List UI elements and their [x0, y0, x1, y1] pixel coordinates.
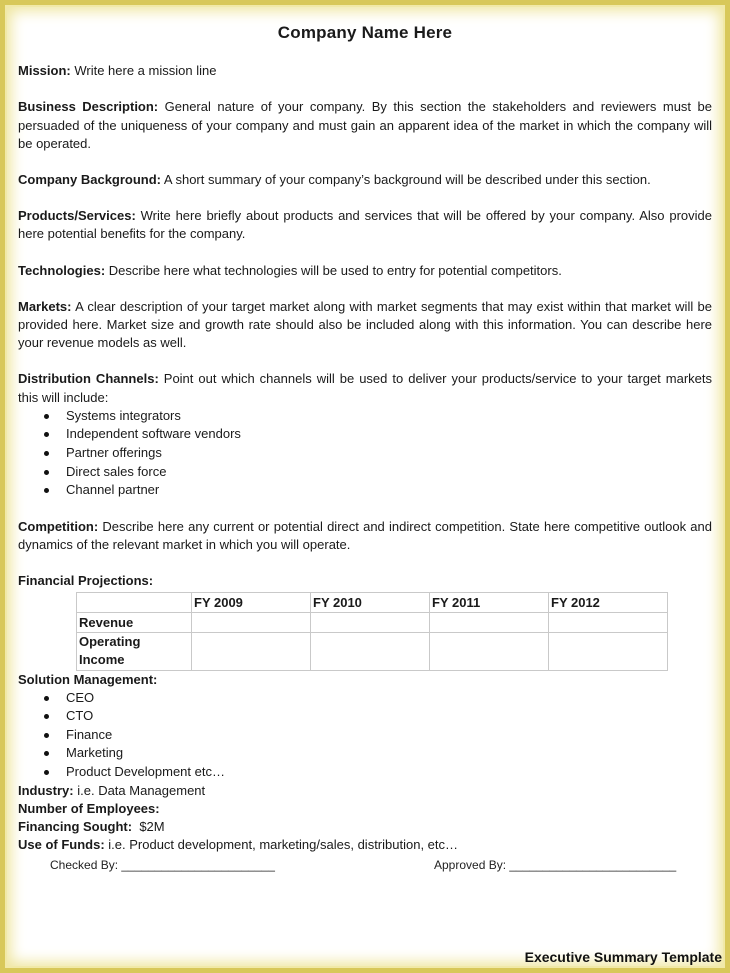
table-header-cell: FY 2012 [549, 593, 668, 613]
company-background-section [18, 171, 712, 189]
list-item: Direct sales force [18, 463, 712, 482]
list-item: Marketing [18, 744, 712, 763]
solution-management-label: Solution Management: [18, 671, 158, 687]
competition-section [18, 518, 712, 554]
table-cell [192, 613, 311, 633]
products-services-text: Write here briefly about products and services that will be offered by your company. Also provide here potential benefits for the company. [18, 208, 712, 242]
table-cell [549, 633, 668, 670]
distribution-list [18, 407, 712, 500]
table-cell [430, 613, 549, 633]
industry-text: i.e. Data Management [73, 782, 206, 798]
mission-text: Write here a mission line [70, 63, 217, 79]
technologies-section [18, 262, 712, 280]
use-of-funds-label: Use of Funds: [18, 836, 105, 852]
table-row [77, 633, 668, 670]
table-row [77, 613, 668, 633]
list-item: Independent software vendors [18, 425, 712, 444]
table-header-cell: FY 2009 [192, 593, 311, 613]
employees-label: Number of Employees: [18, 800, 160, 816]
table-header-row [77, 593, 668, 613]
distribution-text: Point out which channels will be used to deliver your products/service to your target markets this will include: [18, 371, 713, 405]
use-of-funds-text: i.e. Product development, marketing/sales, distribution, etc… [104, 836, 459, 852]
list-item: Finance [18, 726, 712, 745]
company-title: Company Name Here [277, 23, 453, 42]
company-background-label: Company Background: [18, 172, 162, 188]
row-label: Operating Income [77, 633, 192, 670]
company-background-text: A short summary of your company’s background will be described under this section. [161, 172, 651, 188]
table-cell [311, 633, 430, 670]
industry-line [18, 782, 712, 800]
table-cell [77, 593, 192, 613]
financial-label: Financial Projections: [18, 573, 154, 589]
competition-text: Describe here any current or potential direct and indirect competition. State here competitive outlook and dynamics of the relevant market in which you will operate. [18, 518, 712, 553]
markets-label: Markets: [18, 298, 72, 314]
table-cell [311, 613, 430, 633]
list-item: CTO [18, 707, 712, 726]
products-services-label: Products/Services: [18, 208, 136, 224]
employees-line [18, 800, 712, 818]
products-services-section [18, 207, 712, 243]
table-header-cell: FY 2010 [311, 593, 430, 613]
solution-management-list [18, 689, 712, 782]
list-item: Product Development etc… [18, 763, 712, 782]
markets-section [18, 298, 712, 353]
use-of-funds-line [18, 836, 712, 854]
mission-section [18, 62, 712, 80]
distribution-label: Distribution Channels: [18, 371, 159, 387]
list-item: CEO [18, 689, 712, 708]
mission-label: Mission: [18, 63, 71, 79]
financing-label: Financing Sought: [18, 818, 133, 834]
document-body [18, 22, 712, 854]
list-item: Systems integrators [18, 407, 712, 426]
solution-management-section [18, 671, 712, 689]
financial-section [18, 572, 712, 590]
list-item: Channel partner [18, 481, 712, 500]
business-description-text: General nature of your company. By this section the stakeholders and reviewers must be persuaded of the uniqueness of your company and must gain an apparent idea of the market in which the company will be operated. [18, 99, 712, 151]
financial-table [76, 592, 668, 670]
table-cell [192, 633, 311, 670]
table-header-cell: FY 2011 [430, 593, 549, 613]
technologies-label: Technologies: [18, 262, 106, 278]
financing-text: $2M [132, 818, 165, 834]
competition-label: Competition: [18, 518, 99, 534]
business-description-label: Business Description: [18, 99, 159, 115]
financing-line [18, 818, 712, 836]
technologies-text: Describe here what technologies will be used to entry for potential competitors. [105, 262, 562, 278]
approved-by-line: Approved By: _________________________ [434, 858, 677, 872]
checked-by-line: Checked By: _______________________ [50, 858, 275, 872]
markets-text: A clear description of your target market along with market segments that may exist within that market will be provided here. Market size and growth rate should also be included along with this information. You can describe here your revenue models as well. [18, 298, 712, 351]
row-label: Revenue [77, 613, 192, 633]
business-description-section [18, 98, 712, 153]
list-item: Partner offerings [18, 444, 712, 463]
distribution-section [18, 370, 712, 406]
industry-label: Industry: [18, 782, 74, 798]
table-cell [549, 613, 668, 633]
table-cell [430, 633, 549, 670]
footer-title: Executive Summary Template [524, 949, 722, 965]
